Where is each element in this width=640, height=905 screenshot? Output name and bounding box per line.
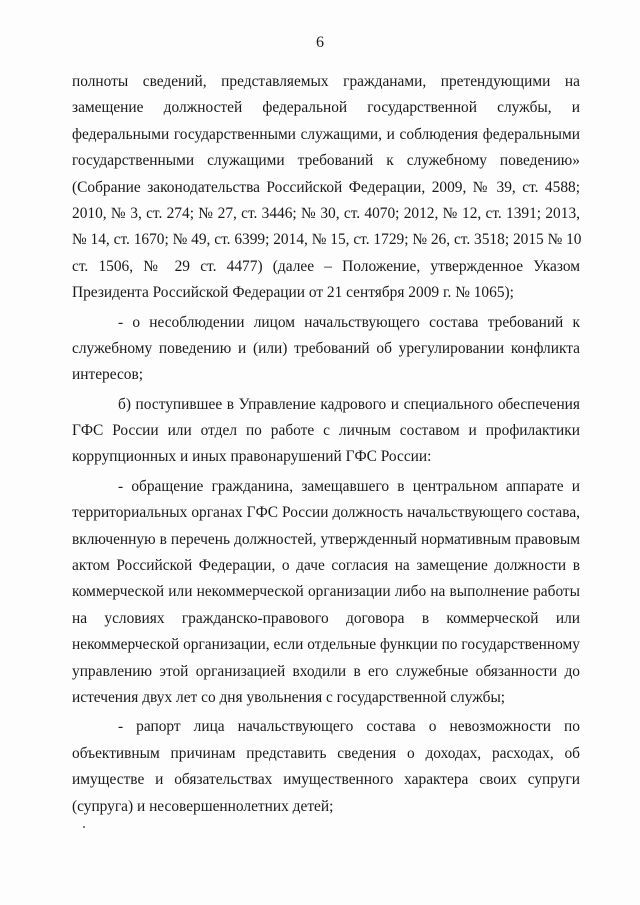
text-line: на условиях гражданско-правового договора в коммерческой или — [72, 609, 580, 627]
paragraph-2 — [72, 310, 580, 389]
text-line: управлению этой организацией входили в его служебные обязанности до — [72, 662, 580, 680]
text-line: - о несоблюдении лицом начальствующего состава требований к — [118, 313, 580, 331]
scan-speck — [83, 826, 85, 828]
text-line: имуществе и обязательствах имущественного характера своих супруги — [72, 771, 580, 789]
paragraph-3 — [72, 392, 580, 471]
paragraph-5 — [72, 714, 580, 820]
text-line: некоммерческой организации, если отдельные функции по государственному — [72, 636, 580, 654]
text-line: государственными служащими требований к служебному поведению» — [72, 152, 580, 170]
text-line: федеральными государственными служащими, и соблюдения федеральными — [72, 125, 580, 143]
text-line: объективным причинам представить сведения о доходах, расходах, об — [72, 744, 580, 762]
text-line: (супруга) и несовершеннолетних детей; — [72, 797, 334, 815]
text-line: истечения двух лет со дня увольнения с государственной службы; — [72, 688, 506, 706]
text-line: (Собрание законодательства Российской Федерации, 2009, № 39, ст. 4588; — [72, 178, 580, 196]
text-line: б) поступившее в Управление кадрового и специального обеспечения — [118, 395, 580, 413]
document-body — [72, 69, 580, 820]
text-line: коррупционных и иных правонарушений ГФС России: — [72, 448, 432, 466]
text-line: полноты сведений, представляемых гражданами, претендующими на — [72, 73, 580, 90]
text-line: - рапорт лица начальствующего состава о невозможности по — [118, 718, 580, 736]
paragraph-4 — [72, 474, 580, 712]
text-line: № 14, ст. 1670; № 49, ст. 6399; 2014, № 15, ст. 1729; № 26, ст. 3518; 2015 № 10 — [72, 231, 582, 249]
text-line: 2010, № 3, ст. 274; № 27, ст. 3446; № 30, ст. 4070; 2012, № 12, ст. 1391; 2013, — [72, 204, 580, 222]
paragraph-1 — [72, 69, 580, 307]
text-line: коммерческой или некоммерческой организации либо на выполнение работы — [72, 583, 580, 601]
page-number: 6 — [316, 34, 324, 51]
text-line: ст. 1506, № 29 ст. 4477) (далее – Положение, утвержденное Указом — [72, 257, 580, 275]
text-line: интересов; — [72, 366, 144, 384]
text-line: ГФС России или отдел по работе с личным составом и профилактики — [72, 422, 580, 440]
text-line: служебному поведению и (или) требований об урегулировании конфликта — [72, 339, 580, 357]
text-line: - обращение гражданина, замещавшего в центральном аппарате и — [118, 477, 580, 495]
text-line: Президента Российской Федерации от 21 сентября 2009 г. № 1065); — [72, 284, 514, 302]
text-line: включенную в перечень должностей, утвержденный нормативным правовым — [72, 530, 580, 548]
text-line: актом Российской Федерации, о даче согласия на замещение должности в — [72, 557, 580, 575]
text-line: территориальных органах ГФС России должность начальствующего состава, — [72, 504, 580, 522]
text-line: замещение должностей федеральной государственной службы, и — [72, 99, 580, 117]
